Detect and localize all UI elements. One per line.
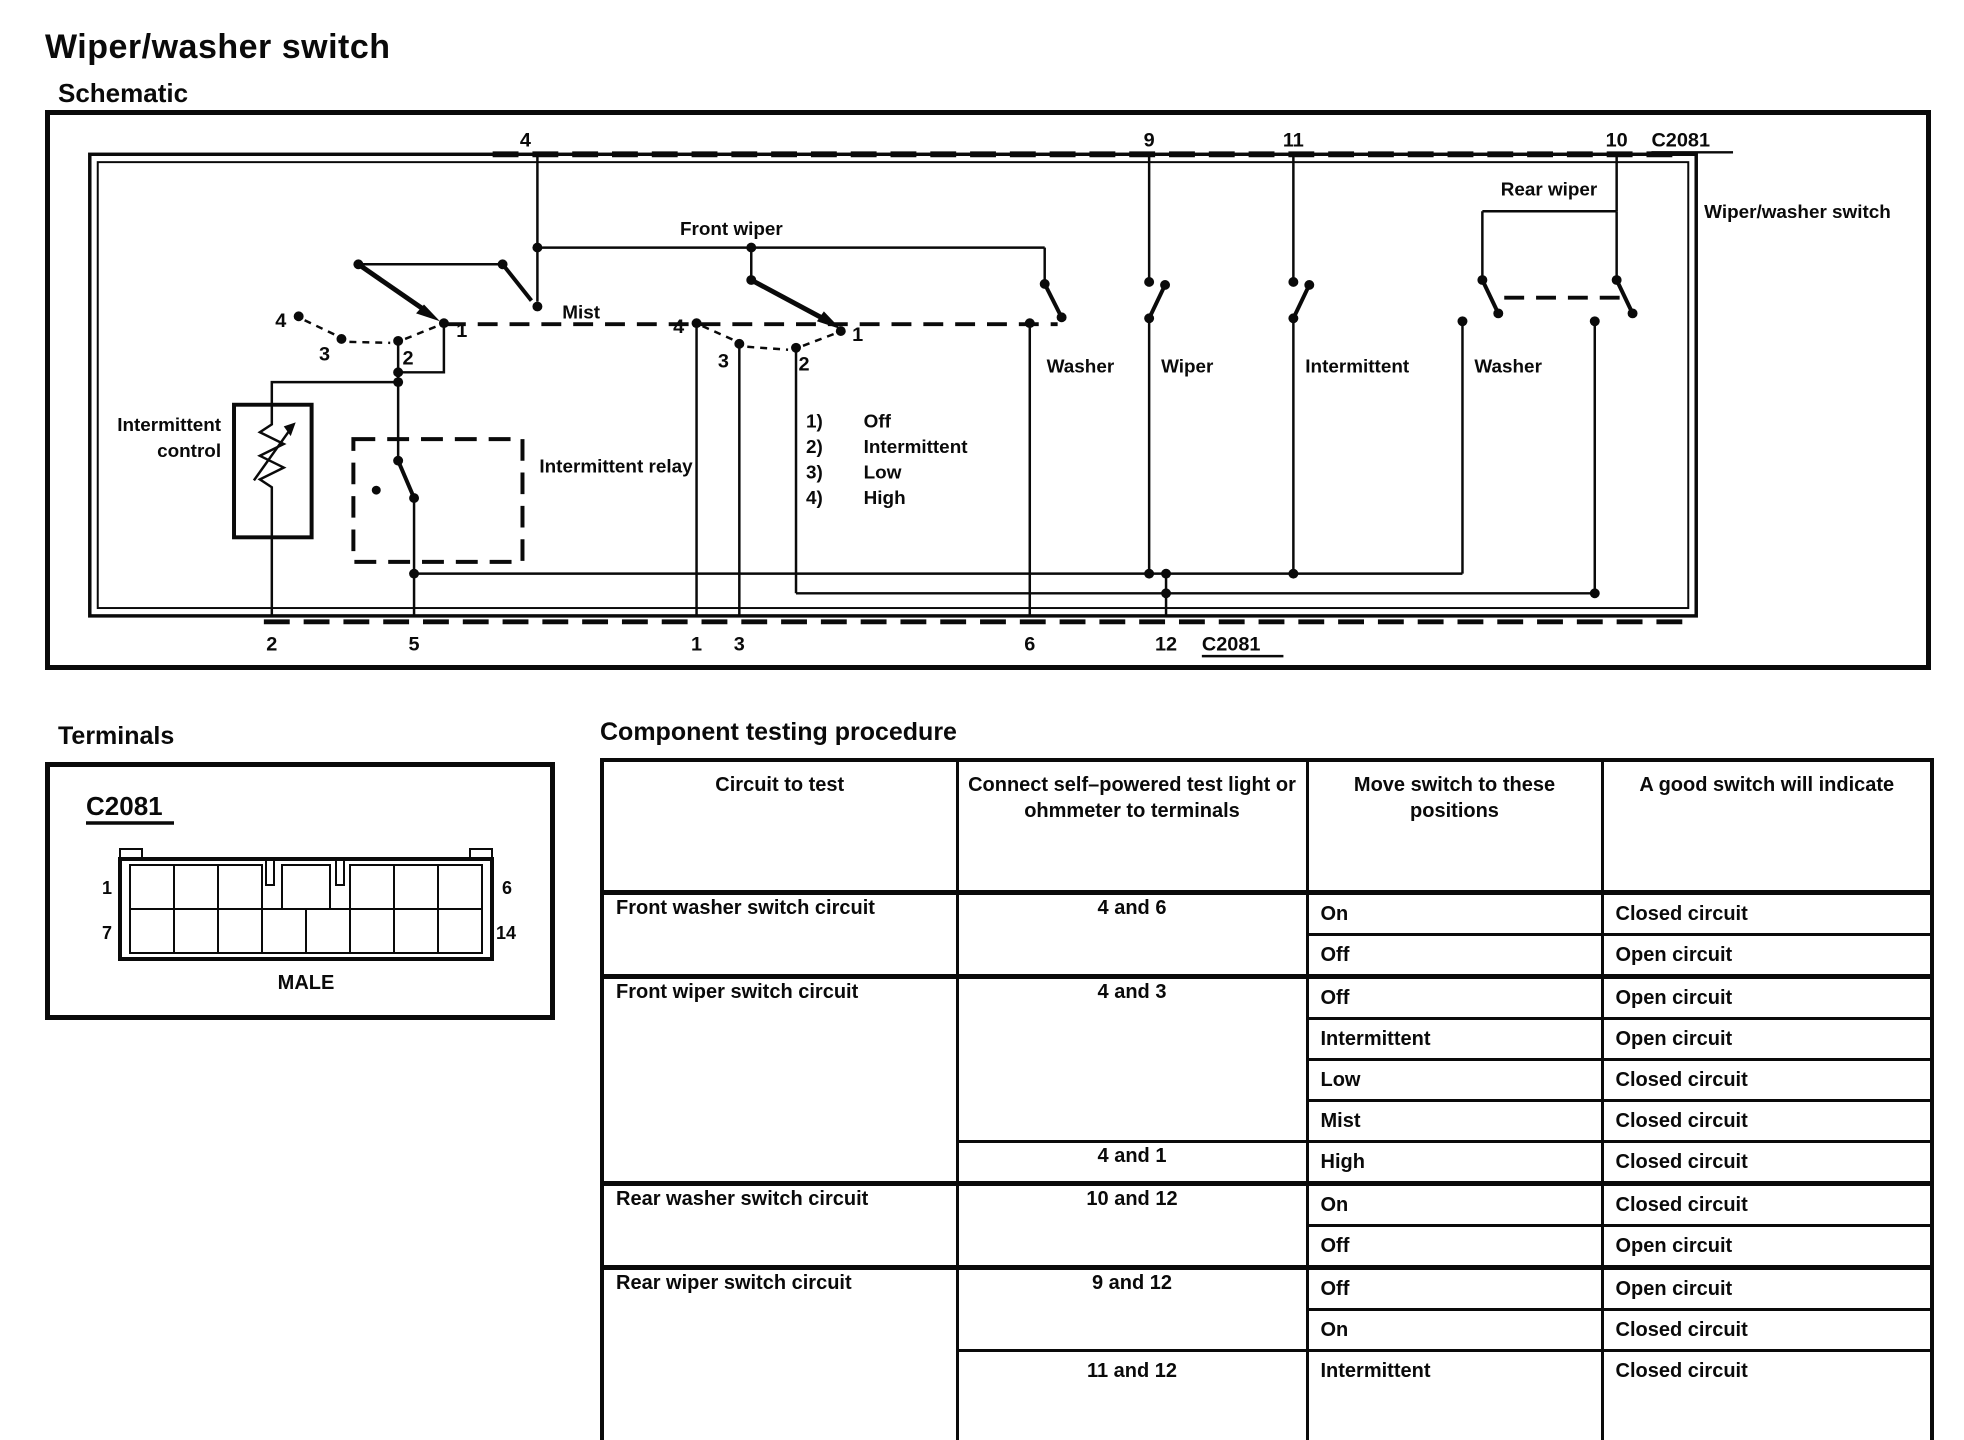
terminals-cell: 9 and 12 — [957, 1268, 1307, 1351]
terminal-12-label: 12 — [1154, 633, 1178, 656]
intermittent-label: Intermittent — [1305, 355, 1410, 377]
bottom-terminals — [266, 633, 1283, 656]
terminals-cell: 4 and 3 — [957, 977, 1307, 1142]
connector-id-top: C2081 — [1651, 129, 1711, 152]
switch-position-cell: On — [1307, 1184, 1602, 1226]
connector-id: C2081 — [86, 791, 163, 821]
switch-component-box — [90, 154, 1696, 622]
terminals-cell: 4 and 1 — [957, 1142, 1307, 1184]
indication-cell: Closed circuit — [1602, 1310, 1932, 1351]
intermittent-relay-label: Intermittent relay — [539, 455, 693, 477]
legend-1-name: Off — [863, 410, 891, 432]
switch-position-cell: High — [1307, 1142, 1602, 1184]
legend-3-name: Low — [863, 461, 902, 483]
rotary-switch-b — [673, 248, 863, 616]
rear-wiper-label: Rear wiper — [1500, 178, 1598, 200]
legend-2-num: 2) — [805, 435, 823, 457]
terminals-cell: 10 and 12 — [957, 1184, 1307, 1268]
table-row — [602, 893, 1932, 935]
indication-cell: Closed circuit — [1602, 1101, 1932, 1142]
column-header-1: Connect self–powered test light or ohmmeter to terminals — [957, 760, 1307, 893]
table-row — [602, 977, 1932, 1019]
switch-position-cell: Off — [1307, 1268, 1602, 1310]
switch-position-cell: Mist — [1307, 1101, 1602, 1142]
switch-position-cell: On — [1307, 893, 1602, 935]
rotary-a-contact-2: 2 — [402, 347, 414, 370]
table-row — [602, 1268, 1932, 1310]
intermittent-control-label-2: control — [157, 439, 222, 461]
terminal-6-label: 6 — [1024, 633, 1036, 656]
rear-intermittent-switch — [1288, 277, 1410, 574]
terminals-heading: Terminals — [58, 722, 175, 750]
rotary-a-contact-4: 4 — [275, 310, 287, 333]
switch-position-cell: Off — [1307, 935, 1602, 977]
rotary-b-contact-2: 2 — [798, 353, 810, 376]
front-washer-switch — [1025, 248, 1115, 616]
legend-3-num: 3) — [805, 461, 823, 483]
legend-4-num: 4) — [805, 487, 823, 508]
rear-wiper-bracket — [1457, 179, 1637, 599]
circuit-cell: Front washer switch circuit — [602, 893, 957, 977]
switch-position-cell: Intermittent — [1307, 1351, 1602, 1440]
schematic-panel — [45, 110, 1931, 670]
terminal-5-label: 5 — [408, 633, 420, 656]
legend-2-name: Intermittent — [863, 435, 968, 457]
circuit-cell: Front wiper switch circuit — [602, 977, 957, 1184]
terminals-panel — [45, 762, 555, 1020]
rotary-b-contact-1: 1 — [852, 324, 864, 346]
mist-label: Mist — [562, 301, 601, 323]
testing-heading: Component testing procedure — [600, 718, 957, 746]
terminal-3-label: 3 — [733, 633, 745, 656]
connector-id-bottom: C2081 — [1201, 633, 1261, 656]
terminal-9-label: 9 — [1143, 129, 1155, 152]
column-header-2: Move switch to these positions — [1307, 760, 1602, 893]
connector-shell — [120, 849, 492, 959]
circuit-cell: Rear washer switch circuit — [602, 1184, 957, 1268]
rotary-b-contact-3: 3 — [717, 350, 729, 373]
testing-table-wrap — [600, 758, 1930, 1440]
indication-cell: Open circuit — [1602, 1019, 1932, 1060]
connector-gender-label: MALE — [277, 972, 335, 994]
rotary-a-contact-1: 1 — [456, 320, 468, 342]
terminal-11-label: 11 — [1282, 129, 1304, 152]
rear-wiper-run-switch — [1144, 277, 1214, 574]
pin-6-label: 6 — [502, 878, 513, 898]
pin-1-label: 1 — [101, 878, 112, 898]
front-wiper-label: Front wiper — [679, 217, 783, 239]
legend-4-name: High — [863, 487, 906, 508]
switch-position-cell: Off — [1307, 1226, 1602, 1268]
switch-position-cell: Intermittent — [1307, 1019, 1602, 1060]
wiper-label: Wiper — [1161, 355, 1214, 377]
pin-14-label: 14 — [496, 923, 517, 943]
intermittent-control — [117, 377, 403, 616]
column-header-0: Circuit to test — [602, 760, 957, 893]
table-row — [602, 1184, 1932, 1226]
switch-position-cell: Off — [1307, 977, 1602, 1019]
terminal-2-label: 2 — [266, 633, 278, 656]
indication-cell: Open circuit — [1602, 977, 1932, 1019]
switch-position-cell: On — [1307, 1310, 1602, 1351]
terminal-4-label: 4 — [519, 129, 531, 152]
component-testing-table — [600, 758, 1934, 1440]
pin-7-label: 7 — [101, 923, 112, 943]
indication-cell: Open circuit — [1602, 1268, 1932, 1310]
circuit-cell: Rear wiper switch circuit — [602, 1268, 957, 1440]
intermittent-relay — [353, 372, 693, 616]
indication-cell: Closed circuit — [1602, 1060, 1932, 1101]
terminal-1-label: 1 — [691, 633, 703, 656]
wiring-schematic — [50, 115, 1926, 665]
indication-cell: Closed circuit — [1602, 1351, 1932, 1440]
terminal-10-label: 10 — [1605, 129, 1628, 152]
switch-position-cell: Low — [1307, 1060, 1602, 1101]
rotary-switch-a — [275, 259, 531, 377]
indication-cell: Closed circuit — [1602, 893, 1932, 935]
page-title: Wiper/washer switch — [45, 28, 391, 66]
indication-cell: Open circuit — [1602, 935, 1932, 977]
rear-washer-label: Washer — [1474, 355, 1542, 377]
rotary-a-contact-3: 3 — [319, 343, 331, 366]
table-header-row — [602, 760, 1932, 893]
terminals-cell: 11 and 12 — [957, 1351, 1307, 1440]
component-box-label: Wiper/washer switch — [1704, 201, 1891, 223]
schematic-heading: Schematic — [58, 78, 189, 108]
front-wiper-bus — [532, 218, 1044, 322]
indication-cell: Closed circuit — [1602, 1184, 1932, 1226]
intermittent-control-label-1: Intermittent — [117, 414, 222, 436]
terminals-cell: 4 and 6 — [957, 893, 1307, 977]
column-header-3: A good switch will indicate — [1602, 760, 1932, 893]
connector-diagram — [50, 767, 550, 1015]
rotary-b-contact-4: 4 — [673, 316, 685, 339]
indication-cell: Closed circuit — [1602, 1142, 1932, 1184]
indication-cell: Open circuit — [1602, 1226, 1932, 1268]
positions-legend — [806, 410, 968, 507]
legend-1-num: 1) — [805, 410, 823, 432]
front-washer-label: Washer — [1046, 355, 1115, 377]
